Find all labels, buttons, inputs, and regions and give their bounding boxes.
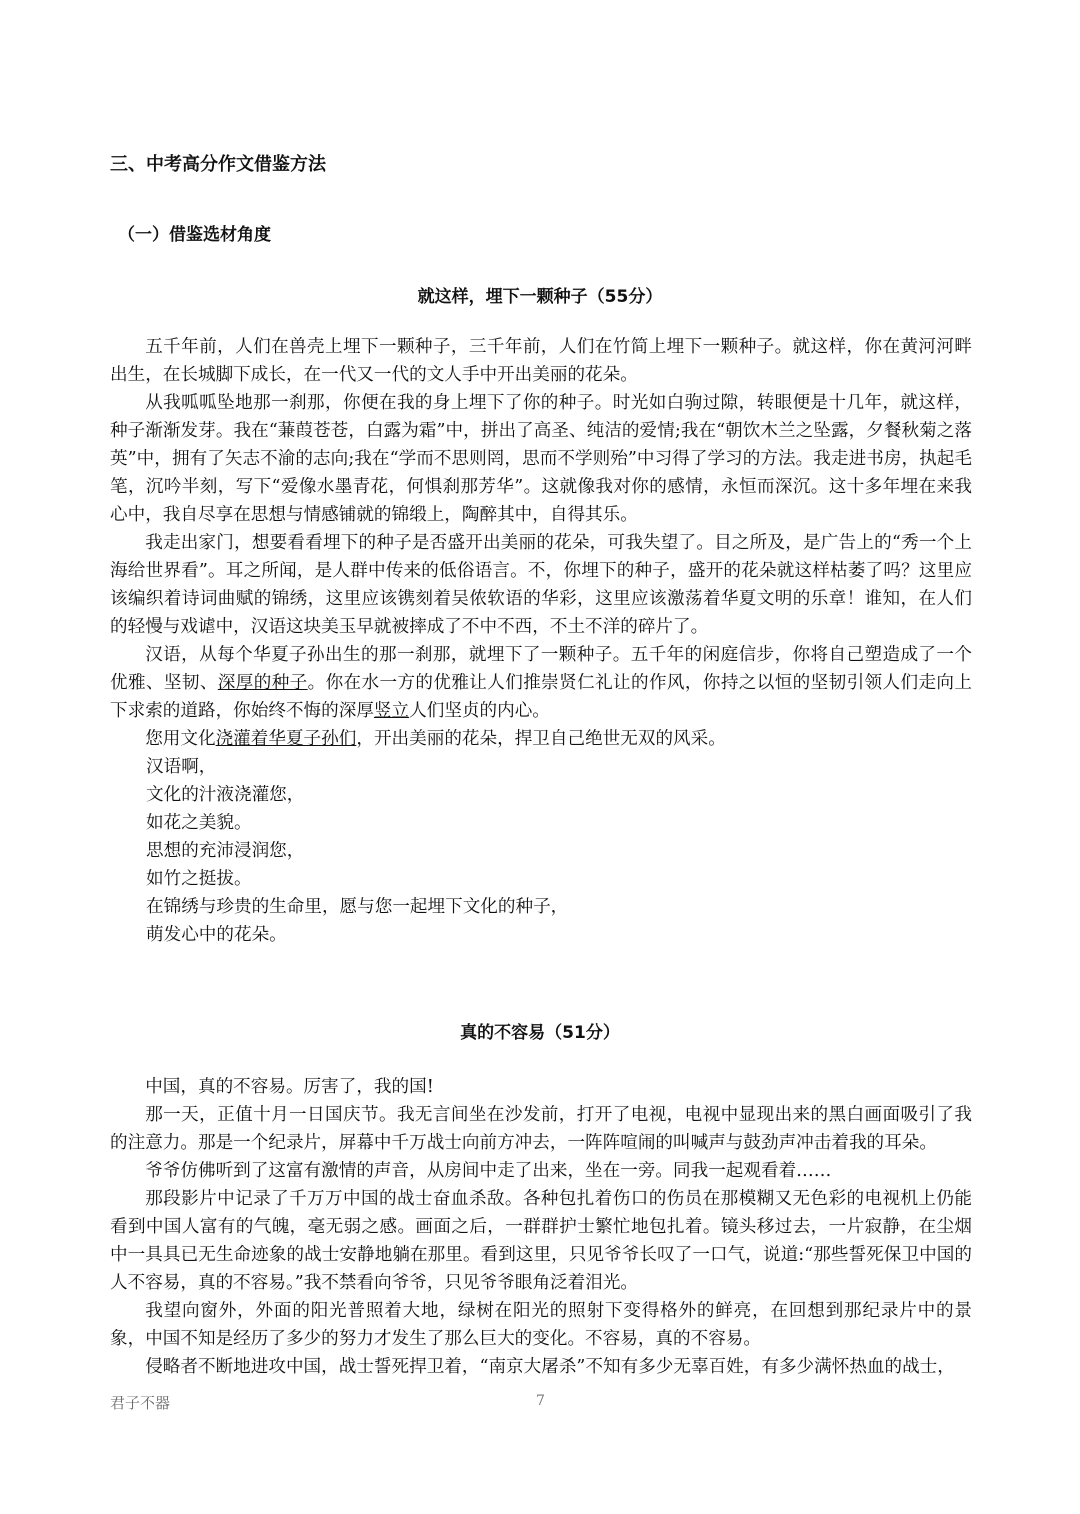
essay1-p4-text-b: 。你在水一方的优雅让人们推崇贤仁礼让的作风，你持之以恒的坚韧引领人们走向上下求索的道路，你始终不悔的深厚 — [110, 673, 972, 721]
essay1-paragraph-4 — [110, 641, 972, 725]
essay1-body — [110, 333, 972, 949]
poem-line-6: 在锦绣与珍贵的生命里，愿与您一起埋下文化的种子， — [146, 897, 569, 917]
essay1-p4-text-c: 人们坚贞的内心。 — [409, 701, 550, 721]
essay2-title: 真的不容易（51分） — [460, 1023, 620, 1043]
footer-brand: 君子不器 — [110, 1394, 171, 1412]
poem-line-1: 汉语啊， — [146, 757, 217, 777]
essay1-p4-text-a: 汉语，从每个华夏子孙出生的那一刹那，就埋下了一颗种子。五千年的闲庭信步，你将自己塑造成了一个优雅、坚韧、 — [110, 645, 972, 693]
page-number: 7 — [536, 1393, 545, 1409]
poem-line-3: 如花之美貌。 — [146, 813, 252, 833]
essay1-paragraph-5 — [110, 725, 972, 753]
essay1-p5-text-a: 您用文化 — [145, 729, 216, 749]
essay1-title: 就这样，埋下一颗种子（55分） — [417, 287, 663, 307]
essay1-paragraph-2: 从我呱呱坠地那一刹那，你便在我的身上埋下了你的种子。时光如白驹过隙，转眼便是十几年，就这样，种子渐渐发芽。我在“蒹葭苍苍，白露为霜”中，拼出了高圣、纯洁的爱情;我在“朝饮木兰之坠露，夕餐秋菊之落英”中，拥有了矢志不渝的志向;我在“学而不思则罔，思而不学则殆”中习得了学习的方法。我走进书房，执起毛笔，沉吟半刻，写下“爱像水墨青花，何惧刹那芳华”。这就像我对你的感情，永恒而深沉。这十多年埋在来我心中，我自尽享在思想与情感铺就的锦缎上，陶醉其中，自得其乐。 — [110, 393, 972, 525]
essay1-p5-underline: 浇灌着华夏子孙们 — [215, 729, 357, 749]
poem-line-7: 萌发心中的花朵。 — [146, 925, 287, 945]
essay1-paragraph-3: 我走出家门，想要看看埋下的种子是否盛开出美丽的花朵，可我失望了。目之所及，是广告上的“秀一个上海给世界看”。耳之所闻，是人群中传来的低俗语言。不，你埋下的种子，盛开的花朵就这样枯萎了吗？这里应该编织着诗词曲赋的锦绣，这里应该镌刻着吴侬软语的华彩，这里应该激荡着华夏文明的乐章！谁知，在人们的轻慢与戏谑中，汉语这块美玉早就被摔成了不中不西，不土不洋的碎片了。 — [110, 533, 972, 637]
poem-line-4: 思想的充沛浸润您， — [146, 841, 305, 861]
essay1-p5-text-b: ，开出美丽的花朵，捍卫自己绝世无双的风采。 — [356, 729, 726, 749]
essay2-paragraph-3: 爷爷仿佛听到了这富有激情的声音，从房间中走了出来，坐在一旁。同我一起观看着…… — [145, 1161, 832, 1181]
subsection-heading: （一）借鉴选材角度 — [118, 225, 271, 245]
essay1-p4-underline-1: 深厚的种子 — [217, 673, 308, 693]
essay1-paragraph-1: 五千年前，人们在兽壳上埋下一颗种子，三千年前，人们在竹简上埋下一颗种子。就这样，你在黄河河畔出生，在长城脚下成长，在一代又一代的文人手中开出美丽的花朵。 — [110, 337, 972, 385]
essay1-p4-underline-2: 竖立 — [373, 701, 410, 721]
essay2-body — [110, 1073, 972, 1381]
essay2-paragraph-5: 我望向窗外，外面的阳光普照着大地，绿树在阳光的照射下变得格外的鲜亮，在回想到那纪录片中的景象，中国不知是经历了多少的努力才发生了那么巨大的变化。不容易，真的不容易。 — [110, 1301, 972, 1349]
essay2-paragraph-6: 侵略者不断地进攻中国，战士誓死捍卫着，“南京大屠杀”不知有多少无辜百姓，有多少满怀热血的战士， — [145, 1357, 955, 1377]
essay2-paragraph-1: 中国，真的不容易。厉害了，我的国! — [145, 1077, 434, 1097]
section-heading: 三、中考高分作文借鉴方法 — [110, 154, 326, 175]
essay2-paragraph-4: 那段影片中记录了千万万中国的战士奋血杀敌。各种包扎着伤口的伤员在那模糊又无色彩的电视机上仍能看到中国人富有的气魄，毫无弱之感。画面之后，一群群护士繁忙地包扎着。镜头移过去，一片寂静，在尘烟中一具具已无生命迹象的战士安静地躺在那里。看到这里，只见爷爷长叹了一口气，说道:“那些誓死保卫中国的人不容易，真的不容易。”我不禁看向爷爷，只见爷爷眼角泛着泪光。 — [110, 1189, 972, 1293]
essay2-paragraph-2: 那一天，正值十月一日国庆节。我无言间坐在沙发前，打开了电视，电视中显现出来的黑白画面吸引了我的注意力。那是一个纪录片，屏幕中千万战士向前方冲去，一阵阵喧闹的叫喊声与鼓劲声冲击着我的耳朵。 — [110, 1105, 972, 1153]
poem-line-5: 如竹之挺拔。 — [146, 869, 252, 889]
poem-line-2: 文化的汁液浇灌您， — [146, 785, 305, 805]
